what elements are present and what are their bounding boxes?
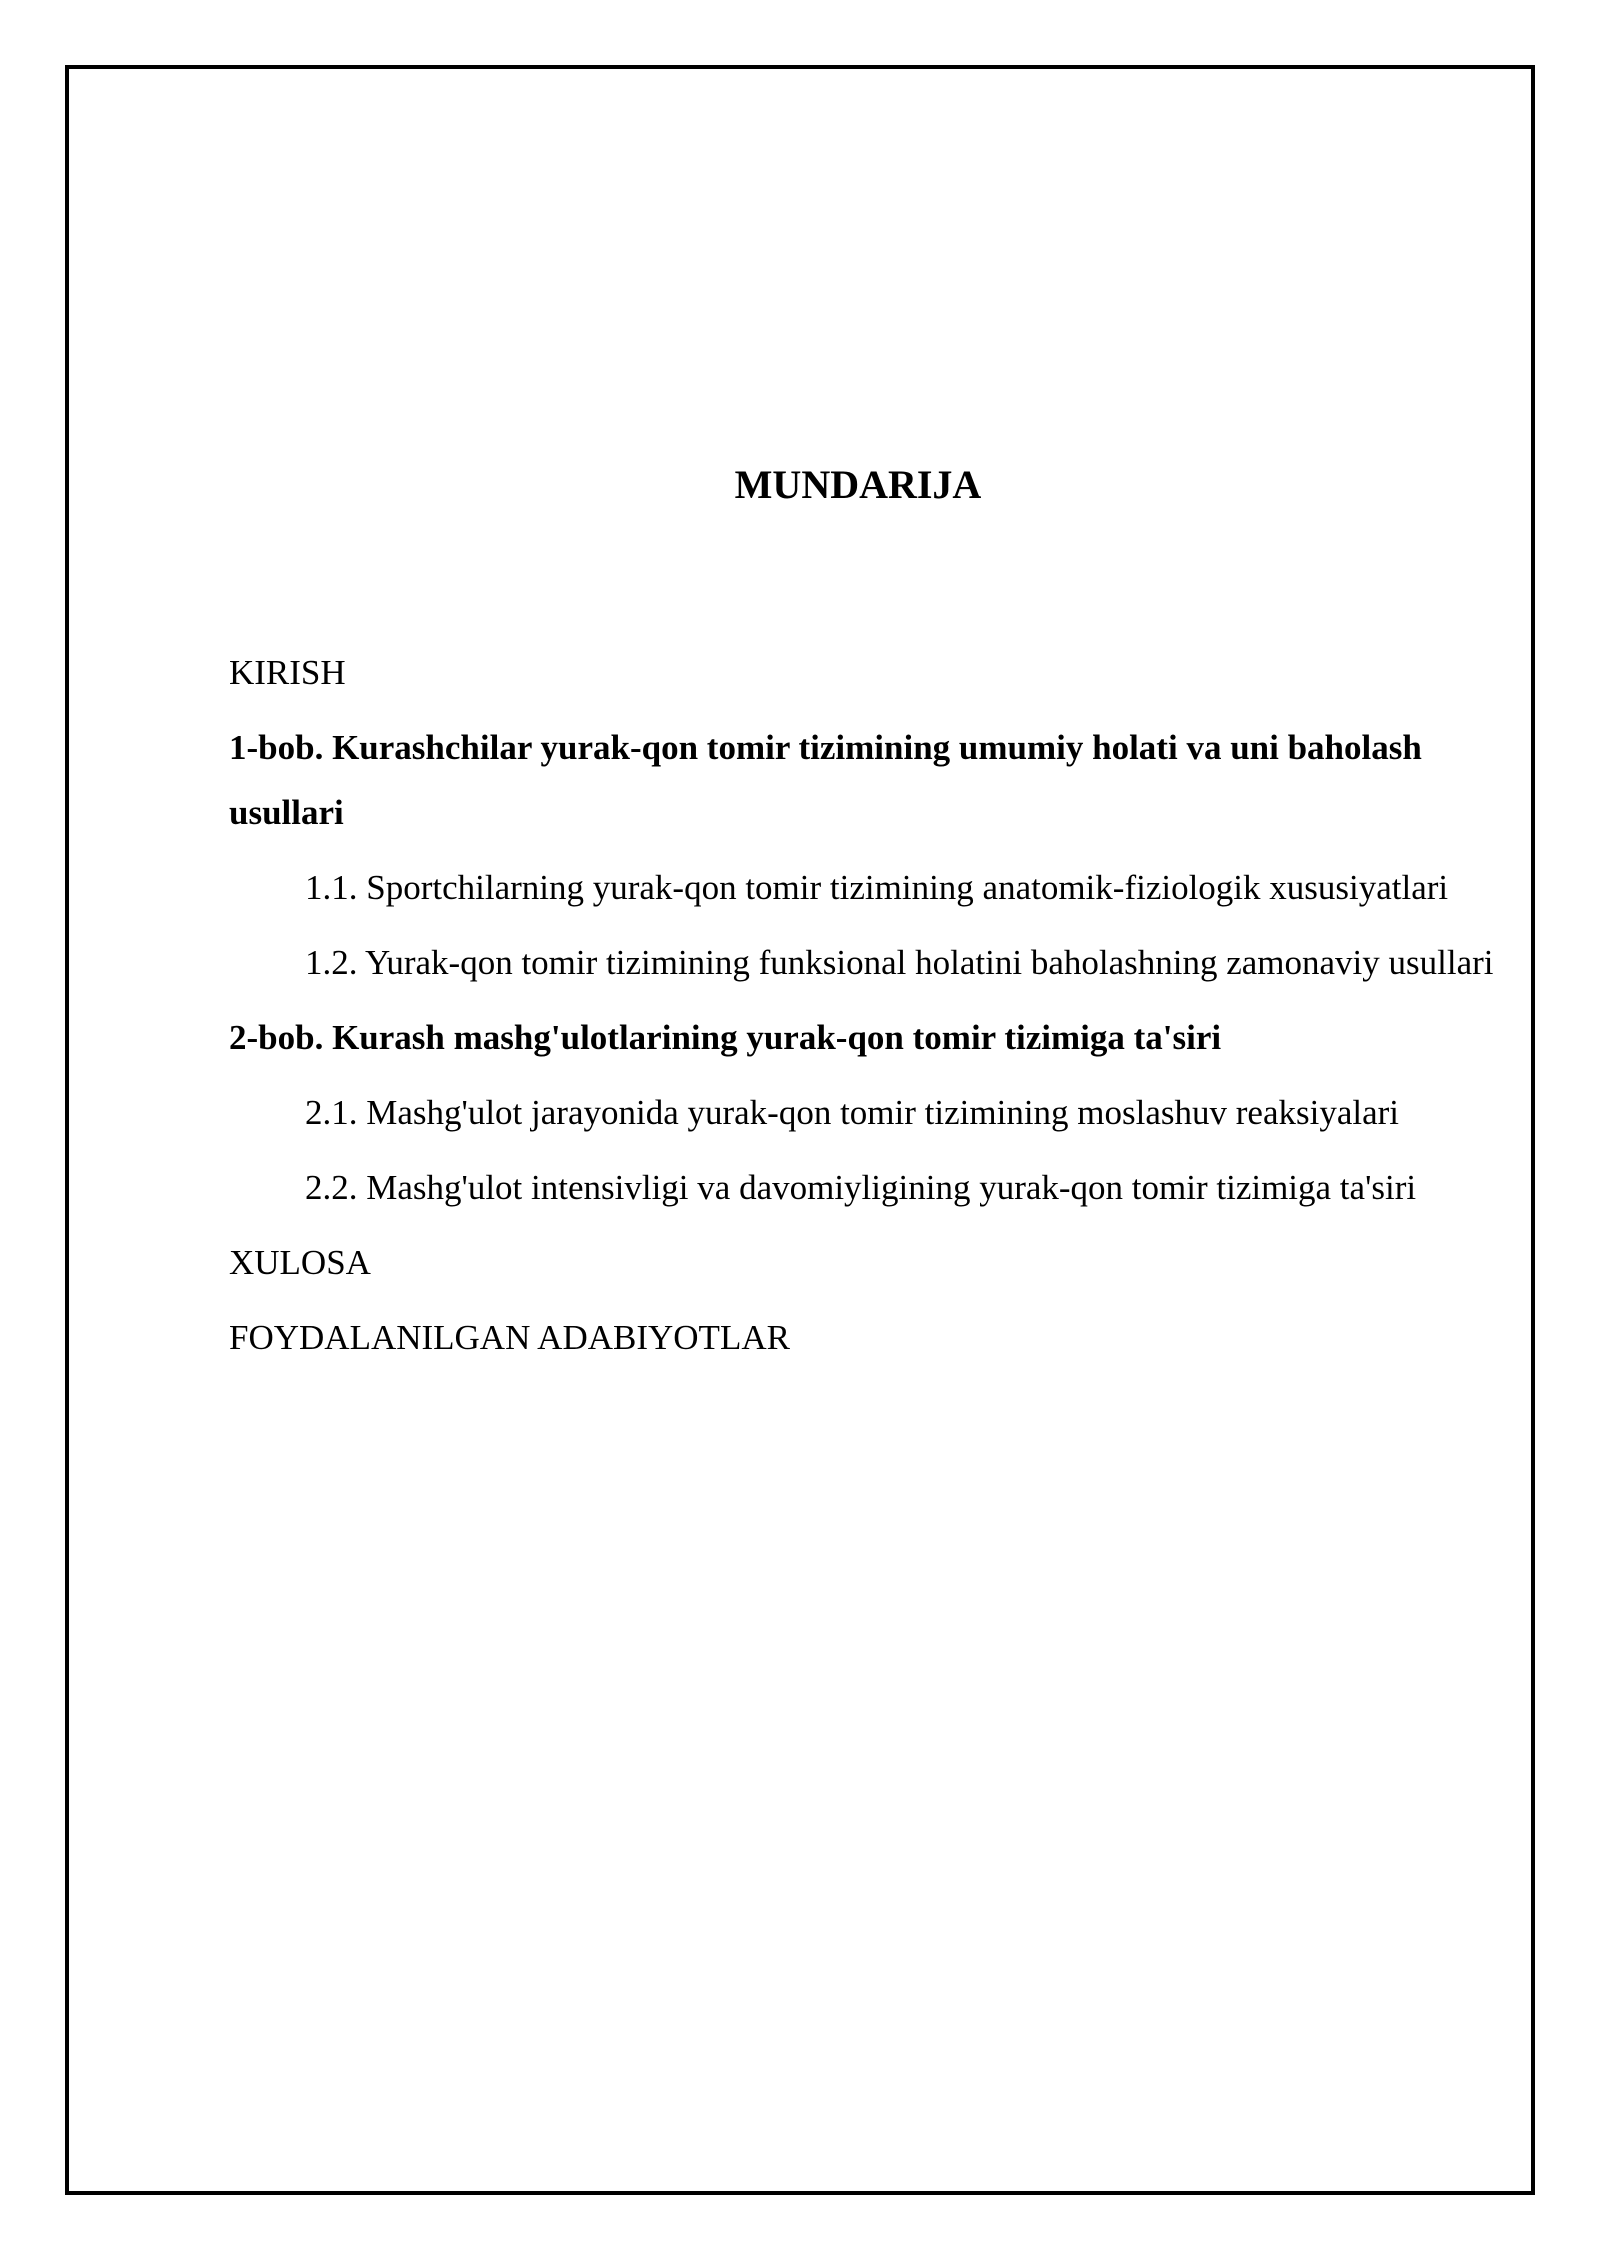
toc-entry-adabiyotlar: FOYDALANILGAN ADABIYOTLAR <box>229 1318 790 1357</box>
toc-entry-section-1-2: 1.2. Yurak-qon tomir tizimining funksional holatini baholashning zamonaviy usullari <box>305 943 1494 982</box>
toc-entry-section-2-1: 2.1. Mashg'ulot jarayonida yurak-qon tomir tizimining moslashuv reaksiyalari <box>305 1093 1400 1132</box>
toc-entry-chapter-2: 2-bob. Kurash mashg'ulotlarining yurak-qon tomir tizimiga ta'siri <box>229 1018 1222 1057</box>
toc-entry-kirish: KIRISH <box>229 653 346 692</box>
toc-entry-section-2-2: 2.2. Mashg'ulot intensivligi va davomiyligining yurak-qon tomir tizimiga ta'siri <box>305 1168 1417 1207</box>
table-of-contents <box>229 640 1529 1380</box>
toc-entry-chapter-1: 1-bob. Kurashchilar yurak-qon tomir tizimining umumiy holati va uni baholash usullari <box>229 728 1422 832</box>
toc-entry-section-1-1: 1.1. Sportchilarning yurak-qon tomir tizimining anatomik-fiziologik xususiyatlari <box>305 868 1449 907</box>
page-title: MUNDARIJA <box>734 462 982 507</box>
toc-entry-xulosa: XULOSA <box>229 1243 371 1282</box>
